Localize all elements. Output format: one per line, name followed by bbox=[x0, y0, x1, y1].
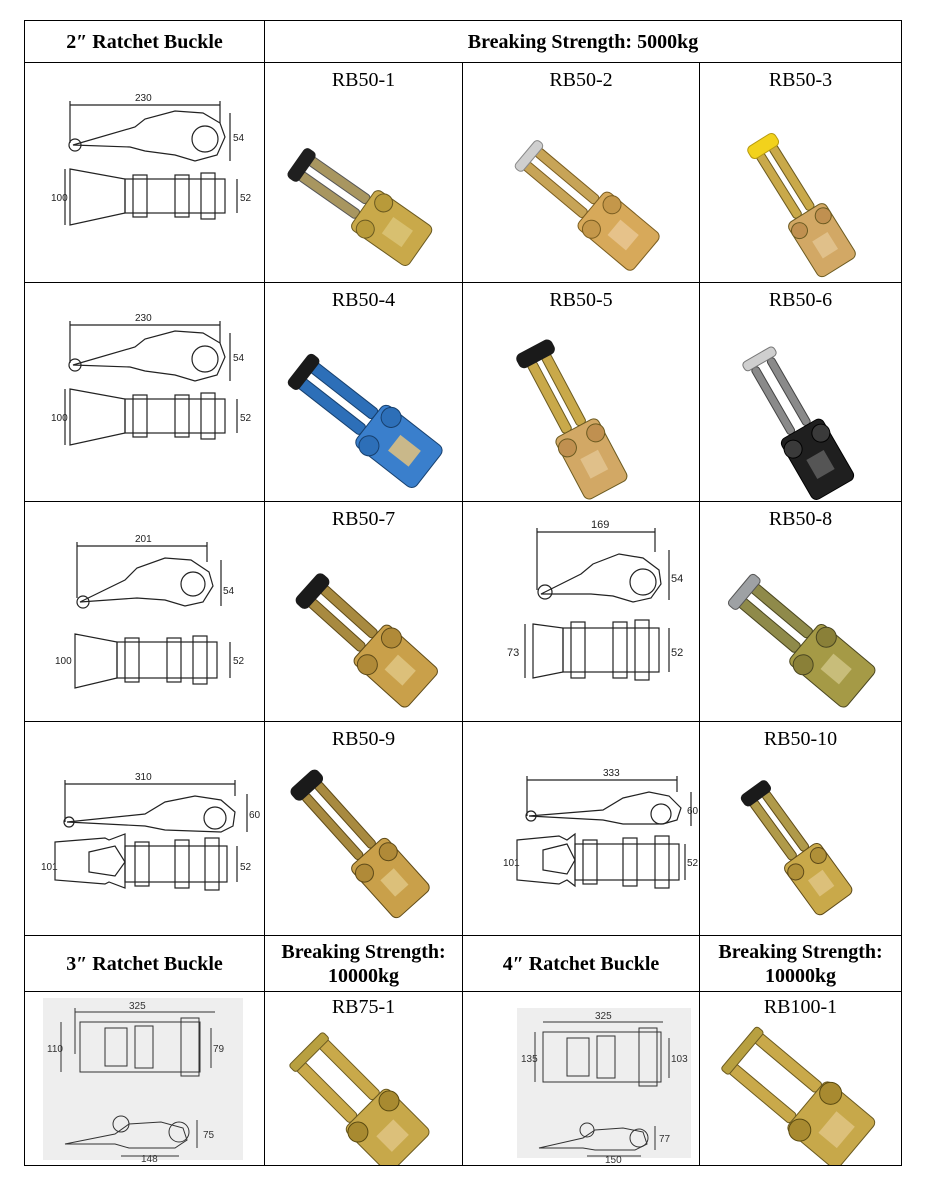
dim-width: 100 bbox=[51, 193, 68, 204]
dim-width2: 79 bbox=[213, 1044, 225, 1055]
product-code: RB50-3 bbox=[768, 69, 833, 91]
buckle-photo-rb75-1 bbox=[265, 992, 462, 1165]
dim-width2: 52 bbox=[240, 193, 252, 204]
dim-height: 54 bbox=[233, 133, 245, 144]
buckle-photo-rb50-3 bbox=[700, 63, 901, 282]
buckle-photo-rb50-4 bbox=[265, 283, 462, 501]
buckle-photo-rb50-2 bbox=[463, 63, 699, 282]
product-code: RB50-8 bbox=[768, 508, 833, 530]
header-breaking-strength-5000 bbox=[264, 20, 902, 63]
product-code: RB50-9 bbox=[331, 728, 396, 750]
dim-width2: 52 bbox=[240, 413, 252, 424]
product-cell-rb50-9 bbox=[264, 721, 463, 936]
dim-width: 101 bbox=[503, 858, 520, 869]
dim-width: 135 bbox=[521, 1054, 538, 1065]
dim-height: 75 bbox=[203, 1130, 215, 1141]
drawing-cell-6 bbox=[462, 721, 700, 936]
technical-drawing-325-3in bbox=[25, 992, 264, 1165]
product-code: RB50-10 bbox=[763, 728, 838, 750]
dim-width: 73 bbox=[507, 647, 520, 659]
product-cell-rb50-4 bbox=[264, 282, 463, 502]
dim-width2: 52 bbox=[233, 656, 245, 667]
drawing-cell-3 bbox=[24, 501, 265, 722]
header-2in-ratchet-buckle bbox=[24, 20, 265, 63]
dim-width2: 103 bbox=[671, 1054, 688, 1065]
header-label: 4″ Ratchet Buckle bbox=[502, 952, 660, 975]
dim-length2: 148 bbox=[141, 1154, 158, 1165]
product-cell-rb50-8 bbox=[699, 501, 902, 722]
product-code: RB100-1 bbox=[763, 996, 838, 1018]
product-code: RB50-1 bbox=[331, 69, 396, 91]
header-label: 3″ Ratchet Buckle bbox=[66, 952, 223, 975]
dim-width: 100 bbox=[51, 413, 68, 424]
dim-height: 54 bbox=[223, 586, 235, 597]
drawing-cell-7 bbox=[24, 991, 265, 1166]
dim-length: 325 bbox=[595, 1011, 612, 1022]
product-code: RB50-7 bbox=[331, 508, 396, 530]
buckle-photo-rb50-9 bbox=[265, 722, 462, 935]
technical-drawing-310 bbox=[25, 722, 264, 935]
dim-width: 100 bbox=[55, 656, 72, 667]
product-code: RB50-2 bbox=[549, 69, 613, 91]
dim-length: 333 bbox=[603, 768, 620, 779]
drawing-cell-2 bbox=[24, 282, 265, 502]
product-cell-rb75-1 bbox=[264, 991, 463, 1166]
buckle-photo-rb100-1 bbox=[700, 992, 901, 1165]
buckle-photo-rb50-1 bbox=[265, 63, 462, 282]
drawing-cell-5 bbox=[24, 721, 265, 936]
header-label: Breaking Strength: 10000kg bbox=[718, 940, 883, 987]
dim-length: 169 bbox=[591, 519, 610, 531]
buckle-photo-rb50-7 bbox=[265, 502, 462, 721]
dim-width2: 52 bbox=[240, 862, 252, 873]
header-label: Breaking Strength: 5000kg bbox=[467, 30, 699, 53]
technical-drawing-230 bbox=[25, 63, 264, 282]
dim-height: 54 bbox=[233, 353, 245, 364]
dim-length: 325 bbox=[129, 1001, 146, 1012]
product-cell-rb50-2 bbox=[462, 62, 700, 283]
dim-length: 310 bbox=[135, 772, 152, 783]
dim-width: 101 bbox=[41, 862, 58, 873]
product-code: RB75-1 bbox=[331, 996, 396, 1018]
buckle-photo-rb50-6 bbox=[700, 283, 901, 501]
product-cell-rb50-10 bbox=[699, 721, 902, 936]
drawing-cell-1 bbox=[24, 62, 265, 283]
dim-width2: 52 bbox=[687, 858, 699, 869]
product-cell-rb50-7 bbox=[264, 501, 463, 722]
drawing-cell-4 bbox=[462, 501, 700, 722]
header-breaking-strength-10000-4in bbox=[699, 935, 902, 992]
product-cell-rb100-1 bbox=[699, 991, 902, 1166]
product-cell-rb50-1 bbox=[264, 62, 463, 283]
dim-length2: 150 bbox=[605, 1155, 622, 1165]
buckle-photo-rb50-10 bbox=[700, 722, 901, 935]
technical-drawing-201 bbox=[25, 502, 264, 721]
technical-drawing-325-4in bbox=[463, 992, 699, 1165]
product-code: RB50-6 bbox=[768, 289, 833, 311]
technical-drawing-333 bbox=[463, 722, 699, 935]
dim-length: 201 bbox=[135, 534, 152, 545]
technical-drawing-230 bbox=[25, 283, 264, 501]
header-label: 2″ Ratchet Buckle bbox=[66, 30, 223, 53]
header-breaking-strength-10000-3in bbox=[264, 935, 463, 992]
dim-height: 77 bbox=[659, 1134, 671, 1145]
dim-length: 230 bbox=[135, 313, 152, 324]
dim-length: 230 bbox=[135, 93, 152, 104]
ratchet-buckle-table bbox=[24, 20, 902, 1166]
product-cell-rb50-3 bbox=[699, 62, 902, 283]
header-3in-ratchet-buckle bbox=[24, 935, 265, 992]
product-code: RB50-5 bbox=[549, 289, 613, 311]
dim-width: 110 bbox=[47, 1044, 63, 1055]
dim-width2: 52 bbox=[671, 647, 684, 659]
dim-height: 60 bbox=[249, 810, 261, 821]
dim-height: 54 bbox=[671, 573, 684, 585]
dim-height: 60 bbox=[687, 806, 699, 817]
drawing-cell-8 bbox=[462, 991, 700, 1166]
header-label: Breaking Strength: 10000kg bbox=[281, 940, 446, 987]
technical-drawing-169 bbox=[463, 502, 699, 721]
buckle-photo-rb50-5 bbox=[463, 283, 699, 501]
buckle-photo-rb50-8 bbox=[700, 502, 901, 721]
product-code: RB50-4 bbox=[331, 289, 396, 311]
product-cell-rb50-6 bbox=[699, 282, 902, 502]
header-4in-ratchet-buckle bbox=[462, 935, 700, 992]
product-cell-rb50-5 bbox=[462, 282, 700, 502]
